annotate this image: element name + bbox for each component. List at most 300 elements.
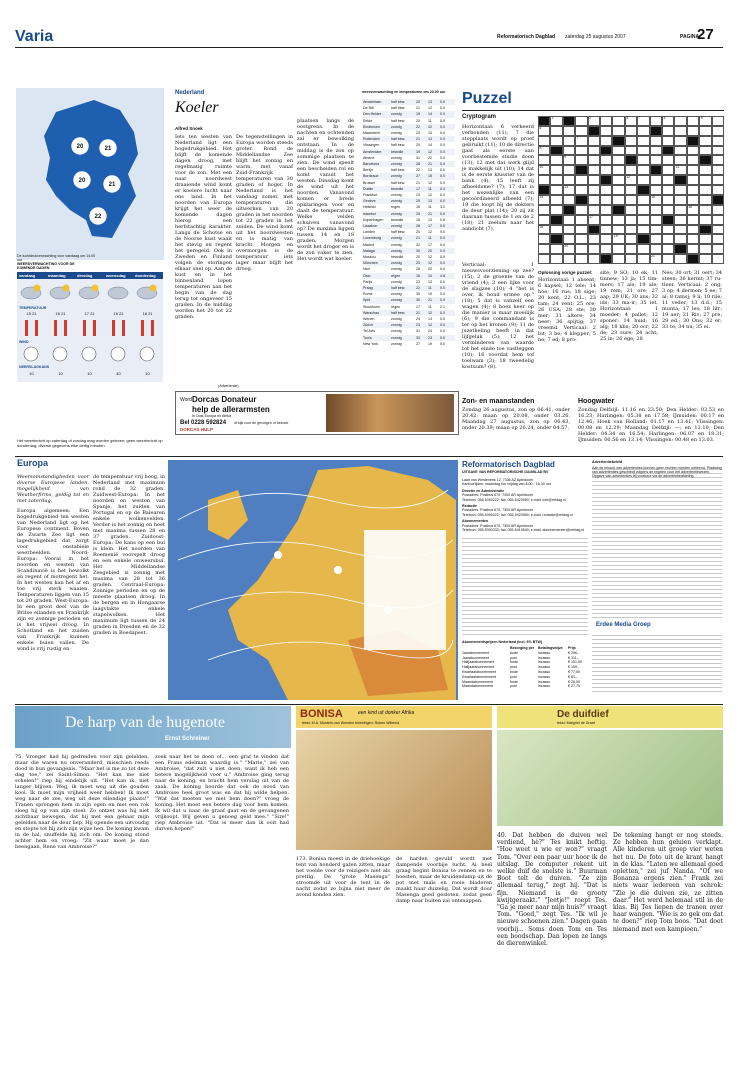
crossword-cell[interactable] (575, 254, 587, 264)
sun-icon (150, 285, 157, 292)
temps-cell: 24 (428, 329, 432, 334)
crossword-cell[interactable] (687, 225, 699, 235)
crossword-cell[interactable] (588, 215, 600, 225)
crossword-cell[interactable] (687, 165, 699, 175)
cloud-icon (108, 287, 128, 299)
price-cell: incasso (538, 650, 551, 655)
crossword-cell[interactable] (538, 136, 550, 146)
temps-cell: 0.0 (440, 248, 445, 253)
min-max: 15 21 (26, 311, 37, 316)
crossword-cell[interactable] (712, 146, 724, 156)
temps-cell: 0.0 (440, 236, 445, 241)
crossword-cell[interactable] (712, 185, 724, 195)
crossword-cell[interactable] (674, 215, 686, 225)
crossword-cell[interactable] (600, 185, 612, 195)
crossword-cell[interactable] (550, 136, 562, 146)
temps-cell: regen (391, 205, 401, 210)
crossword-cell[interactable] (699, 136, 711, 146)
crossword-cell[interactable] (550, 185, 562, 195)
temps-cell: 23 (428, 335, 432, 340)
price-cell: bode (510, 679, 518, 684)
legend-box (364, 530, 446, 650)
crossword-cell[interactable] (674, 136, 686, 146)
neerslag-value: 10 (145, 371, 150, 376)
crossword-cell[interactable] (550, 175, 562, 185)
crossword-cell[interactable] (637, 165, 649, 175)
crossword-cell[interactable] (687, 116, 699, 126)
crossword-cell[interactable] (625, 175, 637, 185)
crossword-cell[interactable] (550, 165, 562, 175)
crossword-cell[interactable] (550, 225, 562, 235)
crossword-cell[interactable] (550, 244, 562, 254)
crossword-cell[interactable] (550, 116, 562, 126)
temps-cell: Luxemburg (363, 236, 381, 241)
crossword-cell[interactable] (625, 254, 637, 264)
crossword-cell[interactable] (588, 155, 600, 165)
crossword-cell[interactable] (662, 126, 674, 136)
crossword-cell[interactable] (588, 165, 600, 175)
crossword-cell[interactable] (674, 225, 686, 235)
crossword-cell[interactable] (650, 205, 662, 215)
crossword-cell[interactable] (600, 195, 612, 205)
crossword-cell[interactable] (662, 225, 674, 235)
crossword-cell[interactable] (538, 215, 550, 225)
temps-cell: De Bilt (363, 106, 374, 111)
crossword-cell[interactable] (662, 165, 674, 175)
crossword-cell[interactable] (674, 116, 686, 126)
colofon-line: Postadres: Postbus 670, 7300 AR Apeldoorn (462, 523, 534, 528)
crossword-cell[interactable] (687, 215, 699, 225)
crossword-cell[interactable] (625, 225, 637, 235)
crossword-cell[interactable] (588, 195, 600, 205)
min-max: 16 21 (142, 311, 153, 316)
crossword-cell[interactable] (563, 155, 575, 165)
crossword-cell[interactable] (575, 244, 587, 254)
crossword-cell[interactable] (588, 146, 600, 156)
crossword-cell[interactable] (625, 215, 637, 225)
crossword-cell[interactable] (600, 244, 612, 254)
crossword-cell[interactable] (538, 225, 550, 235)
crossword-cell[interactable] (538, 165, 550, 175)
price-cell: post (510, 655, 517, 660)
temps-cell: Madrid (363, 242, 374, 247)
crossword-cell[interactable] (687, 155, 699, 165)
crossword-cell[interactable] (699, 146, 711, 156)
map-note: De luchtdrukverwachting voor vandaag om 14.00 uur (17, 254, 96, 263)
crossword-cell[interactable] (612, 175, 624, 185)
crossword-cell[interactable] (687, 244, 699, 254)
crossword-number: 10 (539, 165, 544, 170)
temps-cell: 14 (428, 143, 432, 148)
temps-cell: Genève (363, 199, 376, 204)
crossword-cell[interactable] (712, 155, 724, 165)
crossword-cell[interactable] (650, 254, 662, 264)
temps-cell: zonnig (391, 112, 402, 117)
colofon-lines (462, 478, 588, 635)
crossword-cell[interactable] (612, 195, 624, 205)
price-cell: € 77,50 (568, 669, 580, 674)
crossword-cell[interactable] (637, 254, 649, 264)
crossword-block (600, 254, 612, 264)
crossword-cell[interactable] (712, 244, 724, 254)
crossword-number: 21 (651, 254, 655, 259)
temps-cell: 33 (416, 335, 420, 340)
crossword-cell[interactable] (563, 185, 575, 195)
crossword-cell[interactable] (575, 136, 587, 146)
crossword-cell[interactable] (625, 165, 637, 175)
crossword-block (687, 254, 699, 264)
temps-cell: half bew. (391, 143, 406, 148)
temps-cell: 11 (428, 186, 432, 191)
crossword-cell[interactable] (712, 175, 724, 185)
crossword-cell[interactable] (600, 234, 612, 244)
crossword-grid[interactable] (538, 116, 724, 264)
crossword-cell[interactable] (588, 205, 600, 215)
crossword-cell[interactable] (538, 155, 550, 165)
crossword-cell[interactable] (625, 126, 637, 136)
crossword-cell[interactable] (662, 136, 674, 146)
crossword-cell[interactable] (612, 116, 624, 126)
temps-cell: 11 (428, 286, 432, 290)
crossword-cell[interactable] (637, 205, 649, 215)
crossword-cell[interactable] (650, 234, 662, 244)
crossword-cell[interactable] (662, 195, 674, 205)
crossword-cell[interactable] (674, 146, 686, 156)
sun-icon (63, 285, 70, 292)
crossword-cell[interactable] (712, 116, 724, 126)
crossword-cell[interactable] (637, 175, 649, 185)
crossword-cell[interactable] (674, 155, 686, 165)
crossword-cell[interactable] (699, 234, 711, 244)
duifdief-banner (497, 706, 723, 728)
crossword-cell[interactable] (699, 165, 711, 175)
crossword-cell[interactable] (699, 185, 711, 195)
dorcas-ad[interactable] (175, 391, 459, 435)
crossword-cell[interactable] (588, 136, 600, 146)
crossword-cell[interactable] (712, 215, 724, 225)
crossword-cell[interactable] (575, 175, 587, 185)
crossword-cell[interactable] (600, 215, 612, 225)
crossword-cell[interactable] (588, 254, 600, 264)
crossword-cell[interactable] (637, 116, 649, 126)
netherlands-map (16, 88, 164, 263)
crossword-cell[interactable] (650, 225, 662, 235)
crossword-cell[interactable] (563, 146, 575, 156)
crossword-cell[interactable] (637, 146, 649, 156)
thermometer-icon (141, 320, 144, 336)
temps-cell: 19 (416, 149, 420, 154)
temps-cell: Wenen (363, 317, 375, 321)
crossword-cell[interactable] (600, 165, 612, 175)
crossword-cell[interactable] (699, 116, 711, 126)
cryptogram-title: Cryptogram (462, 114, 497, 120)
crossword-number: 15 (651, 194, 655, 199)
temps-cell: 20 (416, 100, 420, 104)
temps-cell: half bew. (391, 230, 406, 235)
crossword-cell[interactable] (662, 155, 674, 165)
crossword-cell[interactable] (687, 195, 699, 205)
crossword-cell[interactable] (687, 126, 699, 136)
temps-cell: 0.0 (440, 131, 445, 135)
temps-cell: 12 (428, 149, 432, 154)
paper-name: Reformatorisch Dagblad (497, 34, 556, 40)
crossword-number: 8 (539, 145, 542, 150)
temps-cell: 0.0 (440, 317, 445, 321)
crossword-block (575, 195, 587, 205)
temps-cell: 21 (416, 106, 420, 111)
temps-cell: Rotterdam (363, 137, 380, 142)
crossword-cell[interactable] (662, 185, 674, 195)
crossword-cell[interactable] (550, 126, 562, 136)
temps-cell: half bew. (391, 168, 406, 173)
temps-row (362, 341, 455, 347)
crossword-cell[interactable] (538, 254, 550, 264)
crossword-cell[interactable] (563, 215, 575, 225)
crossword-cell[interactable] (637, 155, 649, 165)
temps-cell: half bew. (391, 310, 406, 315)
crossword-cell[interactable] (650, 195, 662, 205)
crossword-cell[interactable] (662, 254, 674, 264)
crossword-cell[interactable] (637, 126, 649, 136)
crossword-cell[interactable] (612, 185, 624, 195)
temps-cell: zonnig (391, 279, 402, 284)
crossword-cell[interactable] (625, 136, 637, 146)
crossword-cell[interactable] (712, 126, 724, 136)
crossword-cell[interactable] (612, 234, 624, 244)
crossword-cell[interactable] (687, 175, 699, 185)
crossword-cell[interactable] (674, 195, 686, 205)
crossword-cell[interactable] (563, 175, 575, 185)
crossword-cell[interactable] (575, 126, 587, 136)
temps-cell: 0.4 (440, 186, 445, 191)
temps-cell: zonnig (391, 317, 402, 321)
crossword-cell[interactable] (637, 225, 649, 235)
crossword-cell[interactable] (650, 175, 662, 185)
crossword-cell[interactable] (563, 254, 575, 264)
temps-cell: 3.2 (440, 205, 445, 210)
compass-icon (82, 347, 96, 361)
crossword-cell[interactable] (699, 126, 711, 136)
media-group: Erdee Media Groep (596, 622, 651, 628)
crossword-cell[interactable] (674, 165, 686, 175)
crossword-cell[interactable] (699, 244, 711, 254)
crossword-cell[interactable] (687, 185, 699, 195)
temps-cell: 0.0 (440, 310, 445, 315)
crossword-cell[interactable] (625, 244, 637, 254)
crossword-cell[interactable] (550, 205, 562, 215)
crossword-cell[interactable] (612, 126, 624, 136)
crossword-cell[interactable] (550, 254, 562, 264)
crossword-cell[interactable] (538, 126, 550, 136)
crossword-cell[interactable] (699, 254, 711, 264)
crossword-cell[interactable] (575, 234, 587, 244)
crossword-cell[interactable] (612, 165, 624, 175)
crossword-cell[interactable] (699, 175, 711, 185)
temps-cell: Vlissingen (363, 143, 380, 148)
temps-cell: Tel Aviv (363, 329, 376, 334)
crossword-block (600, 175, 612, 185)
crossword-cell[interactable] (650, 136, 662, 146)
temps-cell: zonnig (391, 155, 402, 160)
crossword-cell[interactable] (563, 195, 575, 205)
crossword-number: 2 (589, 116, 591, 120)
crossword-cell[interactable] (612, 244, 624, 254)
crossword-cell[interactable] (575, 225, 587, 235)
crossword-block (538, 116, 550, 126)
price-cell: Betalingswijze (538, 646, 563, 650)
crossword-cell[interactable] (538, 175, 550, 185)
map-temp: 20 (78, 178, 86, 184)
temps-cell: bewolkt (391, 255, 404, 259)
crossword-cell[interactable] (674, 185, 686, 195)
oplossing-text-2: site; 9 SO; 10 ek; 11 tinnew; 13 ja; 15 tim-mers; 17 als; 19 ale; 19 rem; 21 ore; 27 aap; 29 UK; 30 ans; 32 ids; 33 ma-ir; 35 iet. Horizontaal: 1 moeder; 4 pallet; 12 sponer; 14 huid; 16 alg; 18 kbx; 20 ocr; 22 de; 23 sure; 24 acht; 25 in; 26 ege; 28 (600, 270, 658, 342)
crossword-cell[interactable] (563, 244, 575, 254)
crossword-cell[interactable] (637, 136, 649, 146)
temps-cell: Tunis (363, 335, 372, 340)
crossword-cell[interactable] (612, 225, 624, 235)
price-cell: € 26,50 (568, 679, 580, 684)
crossword-cell[interactable] (563, 234, 575, 244)
crossword-cell[interactable] (575, 146, 587, 156)
crossword-block (588, 126, 600, 136)
crossword-cell[interactable] (563, 165, 575, 175)
crossword-cell[interactable] (538, 205, 550, 215)
crossword-cell[interactable] (650, 215, 662, 225)
crossword-cell[interactable] (699, 195, 711, 205)
crossword-block (538, 185, 550, 195)
crossword-cell[interactable] (538, 195, 550, 205)
crossword-cell[interactable] (612, 254, 624, 264)
crossword-cell[interactable] (650, 155, 662, 165)
temps-cell: 12 (428, 310, 432, 315)
crossword-cell[interactable] (600, 116, 612, 126)
crossword-number: 18 (539, 224, 544, 229)
crossword-cell[interactable] (600, 225, 612, 235)
crossword-cell[interactable] (563, 225, 575, 235)
price-cell: incasso (538, 665, 551, 670)
crossword-cell[interactable] (674, 205, 686, 215)
koeler-col-1: Iets ten westen van Nederland ligt een hogedrukgebied. Het blijft de komende dagen droog, met regelmatig ruimte voor de zon. Met een naar noordwest draaiende wind komt er koelere lucht naar ons land. In het noorden van Europa krijgt het weer de komende dagen hierop een herfstachtig karakter. Langs de Schotse en de Noorse kust waait het stevig en regent het geregeld. Ook in Zweden en Finland volgen de storingen elkaar snel op. Aan de kust en in het binnenland lopen temperaturen aan het begin van de dag terug tot ongeveer 15 graden. In de middag worden het 20 tot 22 graden. (175, 134, 232, 320)
crossword-cell[interactable] (662, 205, 674, 215)
crossword-cell[interactable] (625, 195, 637, 205)
temps-cell: 0.0 (440, 329, 445, 334)
price-cell: Bezorging per (510, 646, 535, 650)
crossword-cell[interactable] (563, 126, 575, 136)
crossword-cell[interactable] (687, 234, 699, 244)
crossword-cell[interactable] (575, 155, 587, 165)
crossword-cell[interactable] (712, 165, 724, 175)
crossword-cell[interactable] (674, 254, 686, 264)
temps-cell: 31 (416, 329, 420, 334)
crossword-cell[interactable] (550, 155, 562, 165)
crossword-cell[interactable] (650, 116, 662, 126)
crossword-cell[interactable] (674, 126, 686, 136)
crossword-cell[interactable] (600, 136, 612, 146)
crossword-cell[interactable] (575, 116, 587, 126)
crossword-cell[interactable] (674, 234, 686, 244)
temps-cell: Warschau (363, 310, 380, 315)
crossword-number: 3 (626, 116, 629, 120)
crossword-cell[interactable] (588, 234, 600, 244)
crossword-cell[interactable] (650, 185, 662, 195)
crossword-cell[interactable] (612, 215, 624, 225)
temps-cell: 19 (428, 292, 432, 297)
crossword-cell[interactable] (575, 205, 587, 215)
crossword-cell[interactable] (662, 234, 674, 244)
crossword-cell[interactable] (637, 195, 649, 205)
crossword-cell[interactable] (538, 146, 550, 156)
crossword-cell[interactable] (625, 146, 637, 156)
colofon-line: Abonnementen (462, 519, 489, 524)
temps-cell: Stockholm (363, 304, 380, 309)
crossword-cell[interactable] (588, 244, 600, 254)
temps-cell: 0.0 (440, 335, 445, 340)
temps-cell: half bew. (391, 118, 406, 123)
crossword-cell[interactable] (612, 146, 624, 156)
crossword-cell[interactable] (625, 205, 637, 215)
crossword-cell[interactable] (662, 244, 674, 254)
crossword-cell[interactable] (600, 155, 612, 165)
crossword-cell[interactable] (637, 215, 649, 225)
crossword-cell[interactable] (712, 136, 724, 146)
crossword-cell[interactable] (712, 234, 724, 244)
crossword-cell[interactable] (588, 185, 600, 195)
koeler-col-2: De tegenstellingen in Europa worden steeds groter. Rond de Middellandse Zee blijft het zonnig en warm, met vanaf Zuid-Frankrijk temperaturen van 30 graden of hoger. In Nederland is het vandaag zomer, met temperaturen die uitwerken van 20 graden in het noorden tot 22 graden in het zuiden. De wind komt uit het noordwesten en is matig van kracht. Morgen en overmorgen is de temperatuur iets lager maar blijft het droog. (236, 134, 293, 272)
crossword-cell[interactable] (699, 205, 711, 215)
crossword-cell[interactable] (712, 225, 724, 235)
crossword-cell[interactable] (575, 185, 587, 195)
crossword-cell[interactable] (687, 205, 699, 215)
price-cell: bode (510, 669, 518, 674)
crossword-cell[interactable] (588, 116, 600, 126)
crossword-cell[interactable] (662, 116, 674, 126)
crossword-cell[interactable] (600, 126, 612, 136)
crossword-cell[interactable] (699, 215, 711, 225)
temps-cell: zonnig (391, 224, 402, 228)
crossword-cell[interactable] (637, 244, 649, 254)
price-cell: Halfjaarabonnement (462, 665, 495, 670)
crossword-number: 7 (576, 135, 579, 140)
crossword-cell[interactable] (650, 244, 662, 254)
price-table (462, 646, 588, 689)
crossword-cell[interactable] (575, 215, 587, 225)
crossword-cell[interactable] (625, 234, 637, 244)
crossword-cell[interactable] (712, 205, 724, 215)
temps-cell: zonnig (391, 174, 402, 179)
crossword-cell[interactable] (563, 136, 575, 146)
crossword-cell[interactable] (687, 146, 699, 156)
hoogwater-text: Zondag Delfzijl: 11.16 en 23.50; Den Helder: 03.53 en 16.23; Harlingen: 05.38 en 17.58; IJmuiden: 00.17 en 12.46; Hoek van Holland: 01.17 en 13.41; Vlissingen: 00.08 en 12.29; Maandag Delfzijl: —; en 12.10; Den Helder: 04.34 en 16.54; Harlingen: 06.07 en 18.31; IJmuiden: 00.56 en 13.14; Vlissingen: 00.48 en 13.03. (578, 407, 724, 443)
price-row (462, 684, 588, 689)
crossword-cell[interactable] (625, 116, 637, 126)
crossword-number: 17 (589, 214, 593, 219)
temps-cell: half bew. (391, 100, 406, 104)
crossword-cell[interactable] (550, 195, 562, 205)
crossword-cell[interactable] (662, 175, 674, 185)
crossword-cell[interactable] (538, 244, 550, 254)
crossword-cell[interactable] (712, 254, 724, 264)
crossword-cell[interactable] (612, 155, 624, 165)
crossword-cell[interactable] (650, 146, 662, 156)
temps-cell: zonnig (391, 261, 402, 266)
crossword-cell[interactable] (600, 205, 612, 215)
crossword-cell[interactable] (588, 175, 600, 185)
compass-icon (111, 347, 125, 361)
crossword-cell[interactable] (538, 234, 550, 244)
crossword-block (674, 175, 686, 185)
temps-cell: 0.0 (440, 149, 445, 154)
crossword-cell[interactable] (625, 185, 637, 195)
